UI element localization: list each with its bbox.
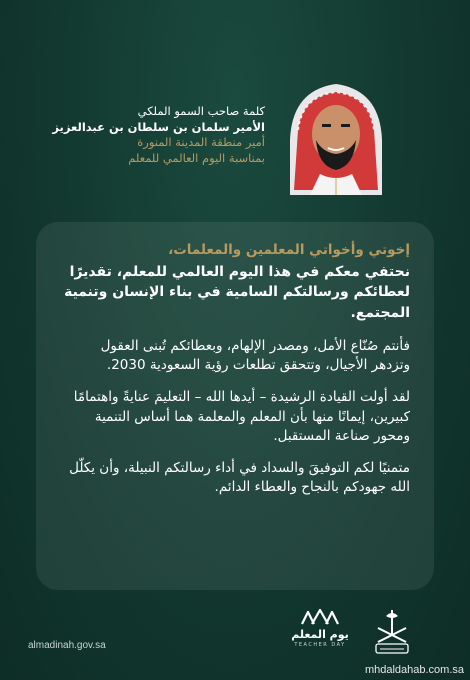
saudi-emblem-icon xyxy=(370,606,414,656)
message-paragraph-3: متمنيًا لكم التوفيقَ والسداد في أداء رسالتكم النبيلة، وأن يكلّل الله جهودكم بالنجاح والعطاء الدائم. xyxy=(69,459,410,496)
portrait-photo xyxy=(280,70,392,195)
watermark-text: mhdaldahab.com.sa xyxy=(364,664,464,676)
teacher-day-logo-english: TEACHER DAY xyxy=(294,642,346,648)
message-card xyxy=(36,222,434,590)
teacher-day-logo xyxy=(290,608,350,660)
message-greeting: إخوتي وأخواتي المعلمين والمعلمات، xyxy=(168,242,410,258)
header-caption xyxy=(15,104,265,166)
header-line-1: كلمة صاحب السمو الملكي xyxy=(137,104,265,118)
teacher-day-mark-icon xyxy=(290,608,350,626)
header-line-2: الأمير سلمان بن سلطان بن عبدالعزيز xyxy=(52,119,265,134)
teacher-day-logo-arabic: يوم المعلم xyxy=(291,628,349,641)
header xyxy=(0,0,470,215)
message-paragraph-2: لقد أولت القيادة الرشيدة – أيدها الله – التعليمَ عنايةً واهتمامًا كبيرين، إيمانًا منها بأن المعلم والمعلمة هما أساس التنمية ومحور صناعة المستقبل. xyxy=(73,389,410,445)
message-paragraph-1: فأنتم صُنّاع الأمل، ومصدر الإلهام، وبعطائكم تُبنى العقول وتزدهر الأجيال، وتتحقق تطلعات رؤية السعودية 2030. xyxy=(100,337,410,374)
header-line-4: بمناسبة اليوم العالمي للمعلم xyxy=(128,150,265,165)
message-intro: نحتفي معكم في هذا اليوم العالمي للمعلم، تقديرًا لعطائكم ورسالتكم السامية في بناء الإنسان وتنمية المجتمع. xyxy=(64,264,410,321)
header-line-3: أمير منطقة المدينة المنورة xyxy=(137,135,265,150)
footer-url-link[interactable]: almadinah.gov.sa xyxy=(28,640,106,651)
